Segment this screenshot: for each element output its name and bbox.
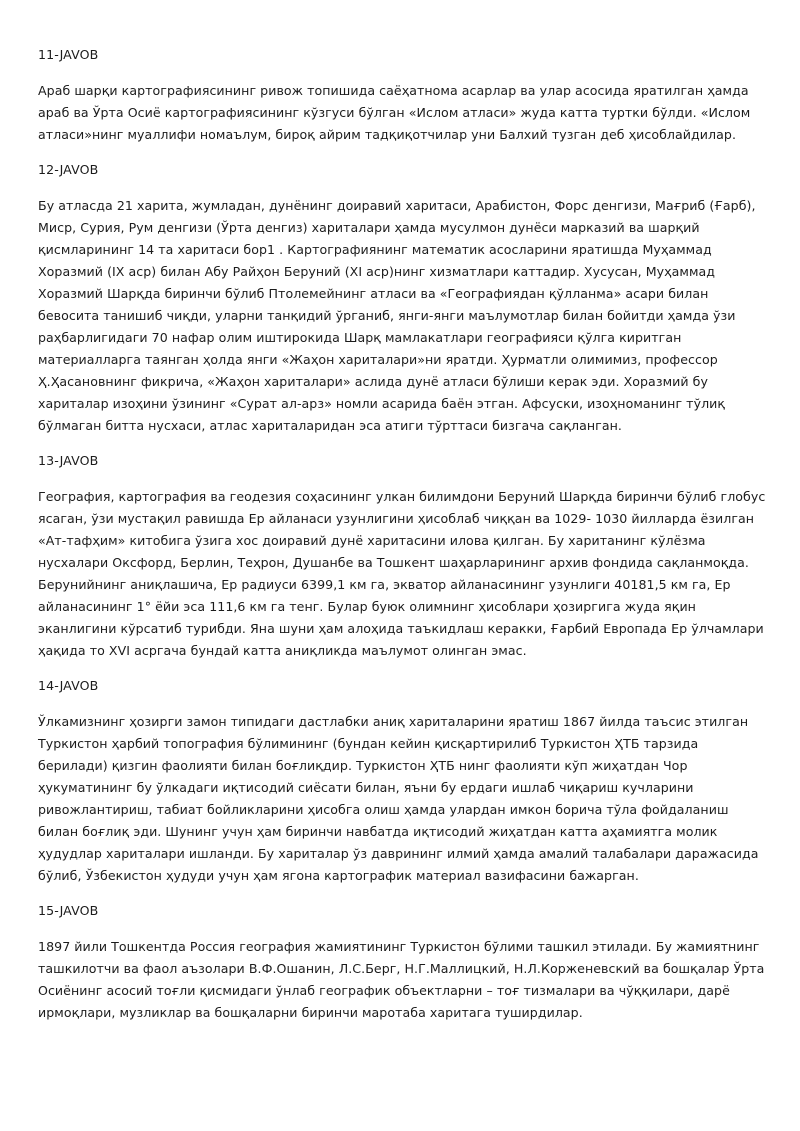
answer-section-12 <box>38 159 770 437</box>
answer-section-15 <box>38 900 770 1024</box>
answer-heading: 14-JAVOB <box>38 678 99 693</box>
answer-paragraph: Бу атласда 21 харита, жумладан, дунёнинг доиравий харитаси, Арабистон, Форс денгизи, Мағриб (Ғарб), Миср, Сурия, Рум денгизи (Ўрта денгиз) хариталари ҳамда мусулмон дунёси марказий ва шарқий қисмларининг 14 та харитаси бор1 . Картографиянинг математик асосларини яратишда Муҳаммад Хоразмий (IX аср) билан Абу Райҳон Беруний (XI аср)нинг хизматлари каттадир. Хусусан, Муҳаммад Хоразмий Шарқда биринчи бўлиб Птолемейнинг атласи ва «Географиядан қўлланма» асари билан бевосита танишиб чиқди, уларни танқидий ўрганиб, янги-янги маълумотлар билан бойитди ҳамда ўзи раҳбарлигидаги 70 нафар олим иштирокида Шарқ мамлакатлари географияси қўлга киритган материалларга таянган ҳолда янги «Жаҳон хариталари»ни яратди. Ҳурматли олимимиз, профессор Ҳ.Ҳасановнинг фикрича, «Жаҳон хариталари» аслида дунё атласи бўлиши керак эди. Хоразмий бу хариталар изоҳини ўзининг «Сурат ал-арз» номли асарида баён этган. Афсуски, изоҳноманинг тўлиқ бўлмаган битта нусхаси, атлас хариталаридан эса атиги тўрттаси бизгача сақланган. <box>38 198 756 433</box>
answer-section-11 <box>38 44 770 146</box>
answer-paragraph: Ўлкамизнинг ҳозирги замон типидаги дастлабки аниқ хариталарини яратиш 1867 йилда таъсис этилган Туркистон ҳарбий топография бўлимининг (бундан кейин қисқартирилиб Туркистон ҲТБ тарзида берилади) қизгин фаолияти билан боғлиқдир. Туркистон ҲТБ нинг фаолияти кўп жиҳатдан Чор ҳукуматининг бу ўлкадаги иқтисодий сиёсати билан, яъни бу ердаги ишлаб чиқариш кучларини ривожлантириш, табиат бойликларини ҳисобга олиш ҳамда улардан имкон борича тўла фойдаланиш билан боғлиқ эди. Шунинг учун ҳам биринчи навбатда иқтисодий жиҳатдан катта аҳамиятга молик ҳудудлар хариталари ишланди. Бу хариталар ўз даврининг илмий ҳамда амалий талабалари даражасида бўлиб, Ўзбекистон ҳудуди учун ҳам ягона картографик материал вазифасини бажарган. <box>38 714 759 883</box>
answer-heading: 11-JAVOB <box>38 47 99 62</box>
answer-paragraph: География, картография ва геодезия соҳасининг улкан билимдони Беруний Шарқда биринчи бўлиб глобус ясаган, ўзи мустақил равишда Ер айланаси узунлигини ҳисоблаб чиққан ва 1029- 1030 йилларда ёзилган «Ат-тафҳим» китобига ўзига хос доиравий дунё харитасини илова қилган. Бу хаританинг кўлёзма нусхалари Оксфорд, Берлин, Теҳрон, Душанбе ва Тошкент шаҳарларининг архив фондида сақланмоқда. Берунийнинг аниқлашича, Ер радиуси 6399,1 км га, экватор айланасининг узунлиги 40181,5 км га, Ер айланасининг 1° ёйи эса 111,6 км га тенг. Булар буюк олимнинг ҳисоблари ҳозиргига жуда яқин эканлигини кўрсатиб турибди. Яна шуни ҳам алоҳида таъкидлаш керакки, Ғарбий Европада Ер ўлчамлари ҳақида то XVI асргача бундай катта аниқликда маълумот олинган эмас. <box>38 489 766 658</box>
answer-heading: 15-JAVOB <box>38 903 99 918</box>
answer-paragraph: 1897 йили Тошкентда Россия география жамиятининг Туркистон бўлими ташкил этилади. Бу жамиятнинг ташкилотчи ва фаол аъзолари В.Ф.Ошанин, Л.С.Берг, Н.Г.Маллицкий, Н.Л.Корженевский ва бошқалар Ўрта Осиёнинг асосий тоғли қисмидаги ўнлаб географик объектларни – тоғ тизмалари ва чўққилари, дарё ирмоқлари, музликлар ва бошқаларни биринчи маротаба харитага туширдилар. <box>38 939 765 1020</box>
answer-heading: 12-JAVOB <box>38 162 99 177</box>
document-body <box>38 44 770 1037</box>
answer-heading: 13-JAVOB <box>38 453 99 468</box>
answer-paragraph: Араб шарқи картографиясининг ривож топишида саёҳатнома асарлар ва улар асосида яратилган ҳамда араб ва Ўрта Осиё картографиясининг кўзгуси бўлган «Ислом атласи» жуда катта туртки бўлди. «Ислом атласи»нинг муаллифи номаълум, бироқ айрим тадқиқотчилар уни Балхий тузган деб ҳисоблайдилар. <box>38 83 751 142</box>
answer-section-13 <box>38 450 770 662</box>
answer-section-14 <box>38 675 770 887</box>
